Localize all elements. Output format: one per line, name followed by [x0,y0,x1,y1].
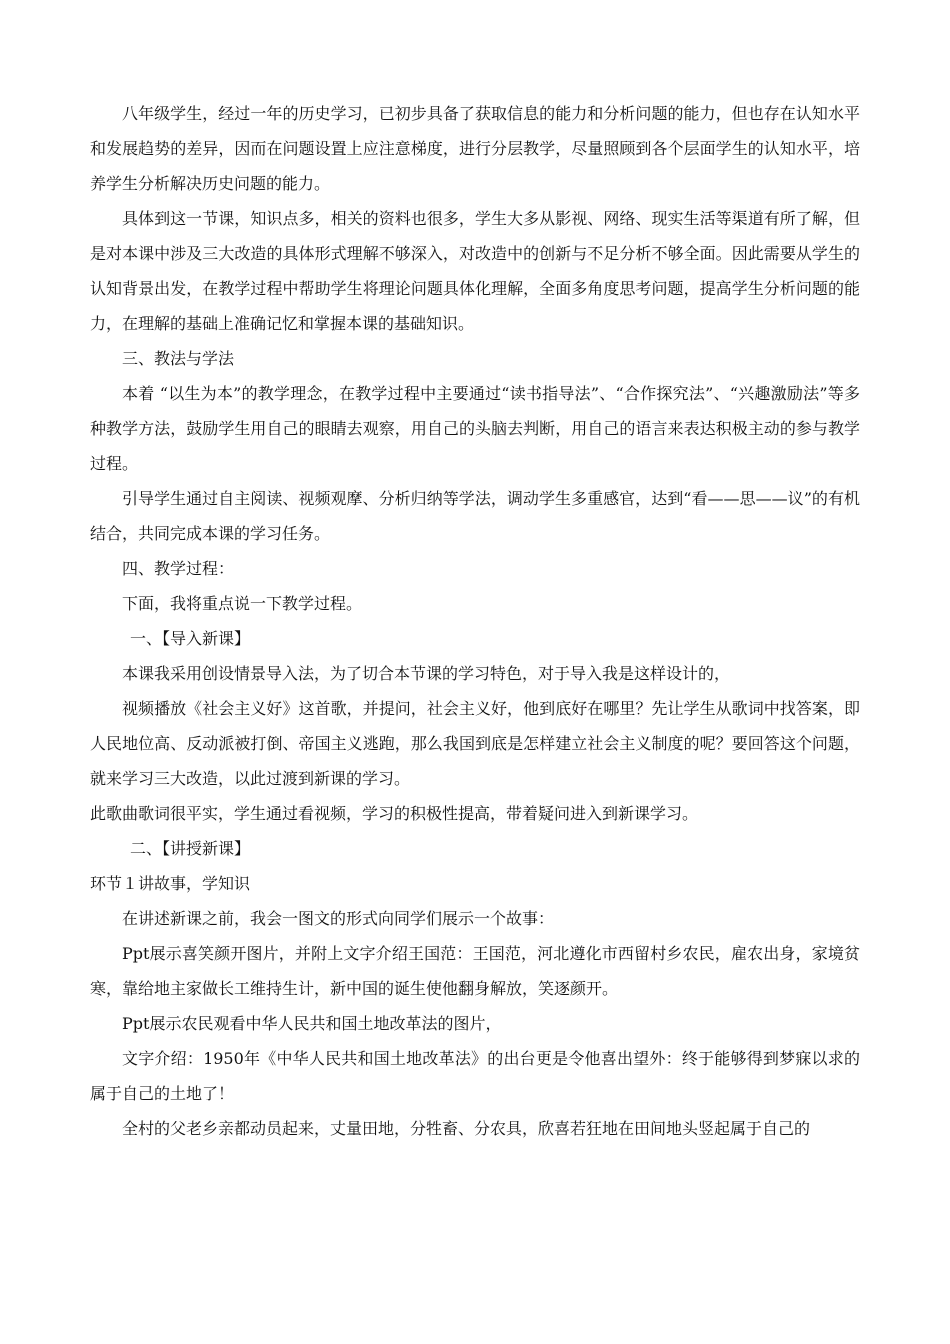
paragraph-ppt-wang: Ppt展示喜笑颜开图片，并附上文字介绍王国范：王国范，河北遵化市西留村乡农民，雇农出身，家境贫寒，靠给地主家做长工维持生计，新中国的诞生使他翻身解放，笑逐颜开。 [90,944,860,998]
heading-new-lesson: 二、【讲授新课】 [130,839,251,858]
heading-teaching-methods: 三、教法与学法 [122,349,235,368]
paragraph-video-song: 视频播放《社会主义好》这首歌，并提问，社会主义好，他到底好在哪里？先让学生从歌词中找答案，即人民地位高、反动派被打倒、帝国主义逃跑，那么我国到底是怎样建立社会主义制度的呢？要回答这个问题，就来学习三大改造，以此过渡到新课的学习。 [90,699,860,788]
paragraph-teaching-methods: 本着 “以生为本”的教学理念，在教学过程中主要通过“读书指导法”、“合作探究法”、“兴趣激励法”等多种教学方法，鼓励学生用自己的眼睛去观察，用自己的头脑去判断，用自己的语言来表达积极主动的参与教学过程。 [90,384,860,473]
paragraph-land-law-text: 文字介绍：1950年《中华人民共和国土地改革法》的出台更是令他喜出望外：终于能够得到梦寐以求的属于自己的土地了！ [90,1049,860,1103]
paragraph-learning-methods: 引导学生通过自主阅读、视频观摩、分析归纳等学法，调动学生多重感官，达到“看——思——议”的有机结合，共同完成本课的学习任务。 [90,489,860,543]
paragraph-lesson-specifics: 具体到这一节课，知识点多，相关的资料也很多，学生大多从影视、网络、现实生活等渠道有所了解，但是对本课中涉及三大改造的具体形式理解不够深入，对改造中的创新与不足分析不够全面。因此需要从学生的认知背景出发，在教学过程中帮助学生将理论问题具体化理解，全面多角度思考问题，提高学生分析问题的能力，在理解的基础上准确记忆和掌握本课的基础知识。 [90,209,860,333]
paragraph-ppt-land-law: Ppt展示农民观看中华人民共和国土地改革法的图片， [122,1014,502,1033]
paragraph-villagers: 全村的父老乡亲都动员起来，丈量田地，分牲畜、分农具，欣喜若狂地在田间地头竖起属于自己的 [122,1119,811,1138]
heading-segment-1: 环节１讲故事，学知识 [90,874,251,893]
paragraph-story-intro: 在讲述新课之前，我会一图文的形式向同学们展示一个故事： [122,909,555,928]
heading-lesson-intro: 一、【导入新课】 [130,629,251,648]
paragraph-song-effect: 此歌曲歌词很平实，学生通过看视频，学习的积极性提高，带着疑问进入到新课学习。 [90,804,699,823]
paragraph-student-analysis: 八年级学生，经过一年的历史学习，已初步具备了获取信息的能力和分析问题的能力，但也存在认知水平和发展趋势的差异，因而在问题设置上应注意梯度，进行分层教学，尽量照顾到各个层面学生的认知水平，培养学生分析解决历史问题的能力。 [90,104,860,193]
paragraph-intro-method: 本课我采用创设情景导入法，为了切合本节课的学习特色，对于导入我是这样设计的， [122,664,731,683]
paragraph-process-intro: 下面，我将重点说一下教学过程。 [122,594,363,613]
heading-teaching-process: 四、教学过程： [122,559,235,578]
